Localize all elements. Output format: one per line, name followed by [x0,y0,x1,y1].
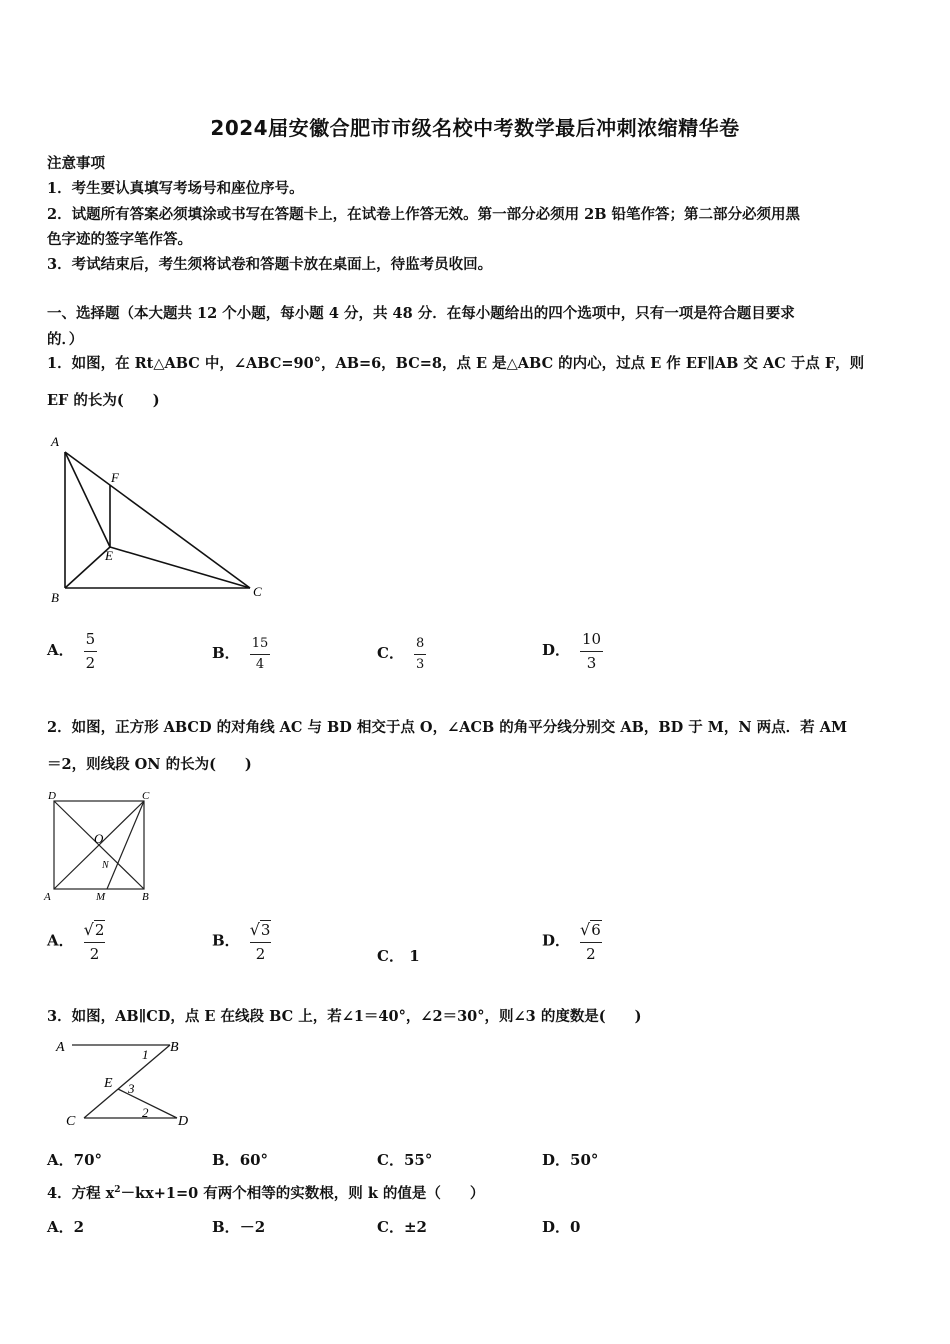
notice-item: 色字迹的签字笔作答。 [47,231,192,248]
radicand: 2 [94,921,105,939]
q1-option-b[interactable] [212,636,270,672]
denominator: 2 [89,945,100,963]
q3-angle-2: 2 [142,1105,149,1120]
radicand: 3 [260,921,271,939]
q4-option-c[interactable] [377,1216,427,1237]
q3-parallel-figure [52,1035,202,1135]
q3-label-B: B [170,1040,179,1055]
option-label: A． [47,931,74,950]
q3-option-a[interactable] [47,1149,102,1170]
q1-label-A: A [51,434,59,449]
q4-option-d[interactable] [542,1216,580,1237]
option-label: D． [542,931,571,950]
q4-stem-pre: 4．方程 x [47,1185,115,1202]
q2-label-A: A [44,891,51,903]
q2-option-d[interactable]: D． √ 6 2 [542,920,601,963]
option-label: C． [377,1218,404,1236]
q4-stem-post: －kx+1=0 有两个相等的实数根，则 k 的值是（ ） [120,1185,485,1202]
q1-triangle-figure [45,430,275,610]
q2-label-O: O [94,831,104,846]
q2-option-a[interactable]: A． √ 2 2 [47,920,105,963]
q2-stem-cont: ＝2，则线段 ON 的长为( ) [47,756,252,773]
q2-label-D: D [48,790,56,802]
option-label: C． [377,947,404,965]
q3-label-C: C [66,1114,76,1129]
page-title: 2024届安徽合肥市市级名校中考数学最后冲刺浓缩精华卷 [210,116,740,140]
section-heading-cont: 的．） [47,331,84,348]
q1-option-d[interactable] [542,630,603,672]
q3-option-b[interactable] [212,1149,268,1170]
option-value: 2 [73,1218,85,1236]
notice-heading: 注意事项 [47,155,105,172]
q1-label-B: B [51,590,59,605]
q2-label-C: C [142,790,150,802]
option-value: 70° [73,1151,103,1169]
option-label: C． [377,1151,404,1169]
q1-label-C: C [253,584,262,599]
q3-angle-1: 1 [142,1047,149,1062]
q1-label-F: F [111,470,119,485]
option-label: B． [212,1218,240,1236]
q2-label-N: N [102,860,109,871]
option-value: 1 [409,947,420,965]
q3-label-E: E [104,1076,113,1091]
q4-option-a[interactable] [47,1216,84,1237]
notice-item: 1．考生要认真填写考场号和座位序号。 [47,180,304,197]
q1-option-a[interactable] [47,630,97,672]
option-value: 50° [570,1151,599,1169]
denominator: 4 [255,657,265,672]
q2-label-M: M [96,891,106,903]
option-label: B． [212,931,240,950]
option-label: A． [47,1218,74,1236]
denominator: 2 [85,654,96,672]
option-value: ±2 [403,1218,427,1236]
option-label: D． [542,641,571,659]
q1-stem: 1．如图，在 Rt△ABC 中，∠ABC=90°，AB=6，BC=8，点 E 是△ABC 的内心，过点 E 作 EF∥AB 交 AC 于点 F，则 [47,355,865,372]
numerator: 15 [251,636,269,651]
denominator: 2 [255,945,266,963]
numerator: 5 [85,630,96,648]
q3-angle-3: 3 [128,1081,135,1096]
option-value: 0 [570,1218,581,1236]
q4-exponent: 2 [114,1185,121,1196]
q4-stem [47,1182,484,1203]
option-label: D． [542,1218,571,1236]
q1-option-c[interactable] [377,636,426,672]
q2-stem: 2．如图，正方形 ABCD 的对角线 AC 与 BD 相交于点 O，∠ACB 的角平分线分别交 AB，BD 于 M，N 两点．若 AM [47,719,847,736]
radicand: 6 [591,921,601,939]
option-value: 60° [239,1151,269,1169]
denominator: 2 [586,945,596,963]
q3-stem: 3．如图，AB∥CD，点 E 在线段 BC 上，若∠1＝40°，∠2＝30°，则∠3 的度数是( ) [47,1008,642,1025]
denominator: 3 [586,654,597,672]
q1-label-E: E [105,548,113,563]
option-label: C． [377,644,404,662]
section-heading: 一、选择题（本大题共 12 个小题，每小题 4 分，共 48 分．在每小题给出的四个选项中，只有一项是符合题目要求 [47,305,795,322]
q2-option-b[interactable]: B． √ 3 2 [212,920,271,963]
option-label: B． [212,644,240,662]
q2-label-B: B [142,891,149,903]
numerator: 10 [582,630,602,648]
option-label: A． [47,641,74,659]
notice-item: 3．考试结束后，考生须将试卷和答题卡放在桌面上，待监考员收回。 [47,256,493,273]
q2-square-figure [42,788,162,903]
denominator: 3 [415,657,425,672]
option-value: －2 [239,1218,266,1236]
q4-option-b[interactable] [212,1216,265,1237]
notice-item: 2．试题所有答案必须填涂或书写在答题卡上，在试卷上作答无效。第一部分必须用 2B 铅笔作答；第二部分必须用黑 [47,206,801,223]
q3-label-A: A [56,1040,65,1055]
option-value: 55° [403,1151,433,1169]
option-label: D． [542,1151,571,1169]
q2-option-c[interactable] [377,945,420,966]
q3-label-D: D [178,1114,189,1129]
numerator: 8 [415,636,425,651]
option-label: B． [212,1151,240,1169]
option-label: A． [47,1151,74,1169]
q1-stem-cont: EF 的长为( ) [47,392,160,409]
q3-option-c[interactable] [377,1149,432,1170]
q3-option-d[interactable] [542,1149,598,1170]
